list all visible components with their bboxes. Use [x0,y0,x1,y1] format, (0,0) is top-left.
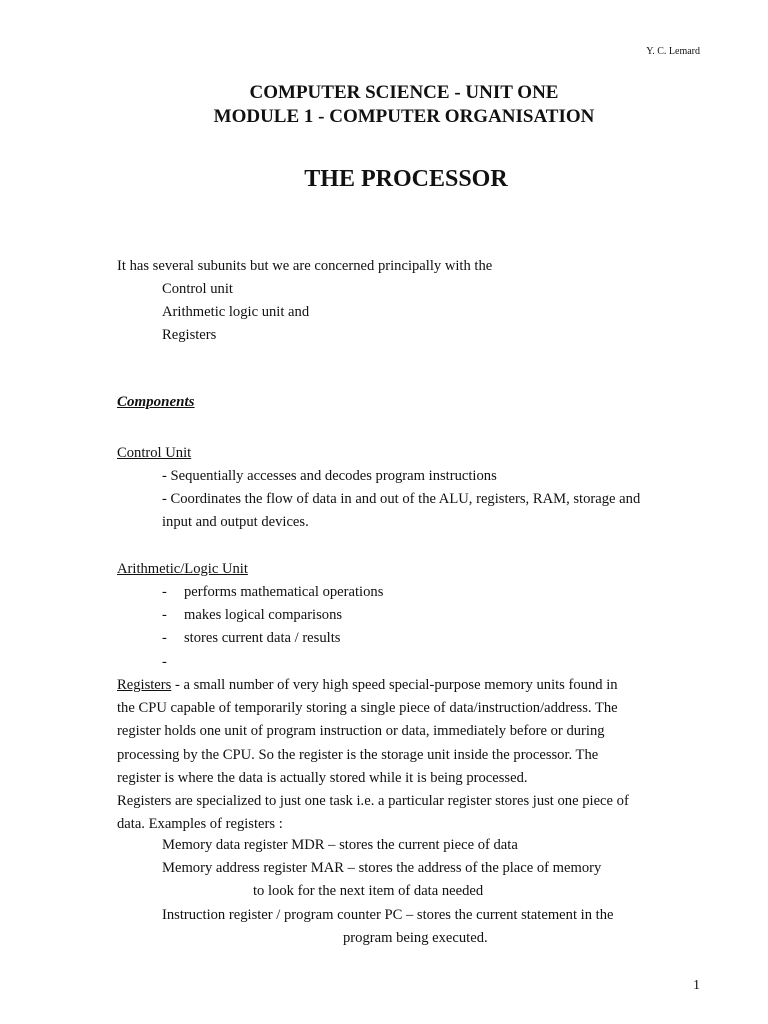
list-item: - Sequentially accesses and decodes program instructions [162,468,497,484]
list-item: Memory address register MAR – stores the address of the place of memory [162,860,602,877]
list-item: Registers [162,327,217,344]
control-unit-heading: Control Unit [117,445,192,461]
page-title: THE PROCESSOR [304,166,508,192]
list-item: - [162,653,167,670]
intro-paragraph: It has several subunits but we are concerned principally with the [117,258,493,274]
list-item-continuation: program being executed. [343,929,488,946]
list-item: - performs mathematical operations [162,584,384,600]
list-item: Arithmetic logic unit and [162,304,310,321]
list-item: Memory data register MDR – stores the current piece of data [162,837,518,853]
register-examples [162,834,613,950]
alu-heading: Arithmetic/Logic Unit [117,561,248,577]
section-heading-components: Components [117,394,195,410]
subunit-list [162,278,309,348]
page-number: 1 [693,978,700,993]
course-title: COMPUTER SCIENCE - UNIT ONE [249,82,559,103]
list-item: input and output devices. [162,514,309,531]
list-item: Instruction register / program counter PC – stores the current statement in the [162,906,614,923]
list-item: - makes logical comparisons [162,607,343,624]
author-name: Y. C. Lemard [646,46,700,57]
list-item-continuation: to look for the next item of data needed [253,883,484,900]
list-item: - stores current data / results [162,630,341,647]
control-unit-list [162,465,640,535]
list-item: - Coordinates the flow of data in and out of the ALU, registers, RAM, storage and [162,491,641,508]
registers-heading: Registers [117,677,172,693]
list-item: Control unit [162,281,233,297]
alu-list [162,581,383,674]
registers-paragraph: Registers - a small number of very high speed special-purpose memory units found in the CPU capable of temporarily storing a single piece of data/instruction/address. The register holds one unit of program instruction or data, immediately before or during processing by the CPU. So the register is the storage unit inside the processor. The register is where the data is actually stored while it is being processed. Registers are specialized to just one task i.e. a particular register stores just one piece of data. Examples of registers : [117,677,629,833]
module-title: MODULE 1 - COMPUTER ORGANISATION [213,106,595,127]
